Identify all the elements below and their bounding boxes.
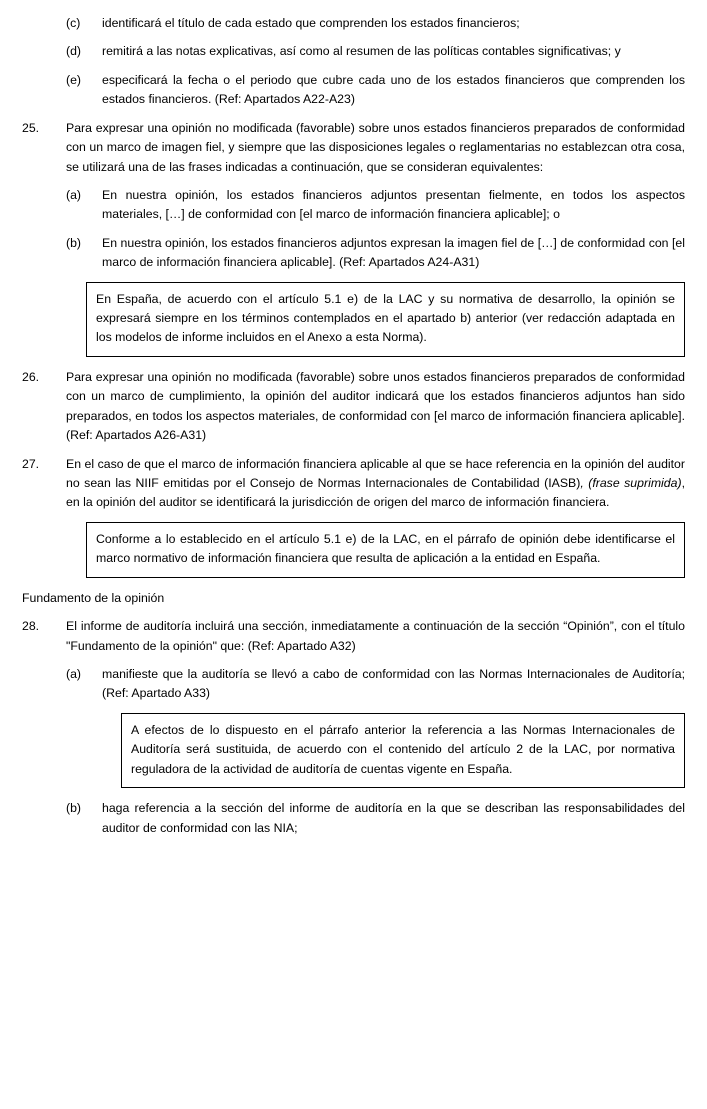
- paragraph-28: [22, 617, 685, 656]
- note-box-espana-articulo-51: [86, 282, 685, 357]
- paragraph-text: En nuestra opinión, los estados financieros adjuntos presentan fielmente, en todos los aspectos materiales, […] de conformidad con [el marco de información financiera aplicable]; o: [102, 187, 685, 222]
- paragraph-text: En nuestra opinión, los estados financieros adjuntos expresan la imagen fiel de […] de conformidad con [el marco de información financiera aplicable]. (Ref: Apartados A24-A31): [102, 235, 685, 270]
- paragraph-27: [22, 455, 685, 513]
- item-d: [22, 42, 685, 61]
- heading-fundamento-de-la-opinion: Fundamento de la opinión: [22, 590, 165, 605]
- paragraph-text: remitirá a las notas explicativas, así como al resumen de las políticas contables significativas; y: [102, 44, 621, 59]
- text-segment: En el caso de que el marco de información financiera aplicable al que se hace referencia en la opinión del auditor no sean las NIIF emitidas por el Consejo de Normas Internacionales de Contabilidad (IASB): [66, 456, 685, 491]
- text-segment: , en la opinión del auditor se identificará la jurisdicción de origen del marco de información financiera.: [66, 476, 685, 510]
- paragraph-26: [22, 368, 685, 446]
- paragraph-text: manifieste que la auditoría se llevó a cabo de conformidad con las Normas Internacionales de Auditoría; (Ref: Apartado A33): [102, 666, 685, 701]
- paragraph-text: [66, 455, 685, 513]
- paragraph-text: Para expresar una opinión no modificada (favorable) sobre unos estados financieros preparados de conformidad con un marco de imagen fiel, y siempre que las disposiciones legales o reglamentarias no establezcan otra cosa, se utilizará una de las frases indicadas a continuación, que se consideran equivalentes:: [66, 120, 685, 174]
- paragraph-number: 28.: [22, 619, 40, 634]
- paragraph-text: haga referencia a la sección del informe de auditoría en la que se describan las responsabilidades del auditor de conformidad con las NIA;: [102, 801, 685, 835]
- item-e: [22, 71, 685, 110]
- paragraph-text: El informe de auditoría incluirá una sección, inmediatamente a continuación de la sección “Opinión”, con el título "Fundamento de la opinión" que: (Ref: Apartado A32): [66, 619, 685, 653]
- paragraph-text: identificará el título de cada estado que comprenden los estados financieros;: [102, 16, 520, 30]
- text-segment: , (frase suprimida): [580, 476, 682, 491]
- paragraph-25: [22, 119, 685, 177]
- note-box-conforme-articulo-51: [86, 522, 685, 578]
- list-marker: (b): [66, 801, 82, 816]
- list-marker: (a): [66, 187, 82, 202]
- item-28-b: [22, 799, 685, 838]
- list-marker: (d): [66, 44, 82, 59]
- item-28-a: [22, 665, 685, 704]
- list-marker: (a): [66, 666, 82, 681]
- paragraph-number: 27.: [22, 456, 40, 471]
- paragraph-number: 25.: [22, 120, 40, 135]
- list-marker: (b): [66, 235, 82, 250]
- note-text: A efectos de lo dispuesto en el párrafo anterior la referencia a las Normas Internacionales de Auditoría será sustituida, de acuerdo con el contenido del artículo 2 de la LAC, por normativa reguladora de la actividad de auditoría de cuentas vigente en España.: [131, 722, 675, 776]
- paragraph-text: Para expresar una opinión no modificada (favorable) sobre unos estados financieros preparados de conformidad con un marco de cumplimiento, la opinión del auditor indicará que los estados financieros adjuntos han sido preparados, en todos los aspectos materiales, de conformidad con [el marco de información financiera aplicable]. (Ref: Apartados A26-A31): [66, 369, 685, 443]
- paragraph-text: especificará la fecha o el periodo que cubre cada uno de los estados financieros que comprenden los estados financieros. (Ref: Apartados A22-A23): [102, 72, 685, 107]
- document-content: [22, 14, 685, 838]
- note-text: Conforme a lo establecido en el artículo 5.1 e) de la LAC, en el párrafo de opinión debe identificarse el marco normativo de información financiera que resulta de aplicación a la entidad en España.: [96, 531, 675, 566]
- note-box-normas-internacionales-auditoria: [121, 713, 685, 788]
- item-c: [22, 14, 685, 33]
- item-25-b: [22, 234, 685, 273]
- list-marker: (e): [66, 72, 82, 87]
- note-text: En España, de acuerdo con el artículo 5.1 e) de la LAC y su normativa de desarrollo, la opinión se expresará siempre en los términos contemplados en el apartado b) anterior (ver redacción adaptada en los modelos de informe incluidos en el Anexo a esta Norma).: [96, 291, 675, 345]
- list-marker: (c): [66, 16, 81, 30]
- item-25-a: [22, 186, 685, 225]
- paragraph-number: 26.: [22, 369, 40, 384]
